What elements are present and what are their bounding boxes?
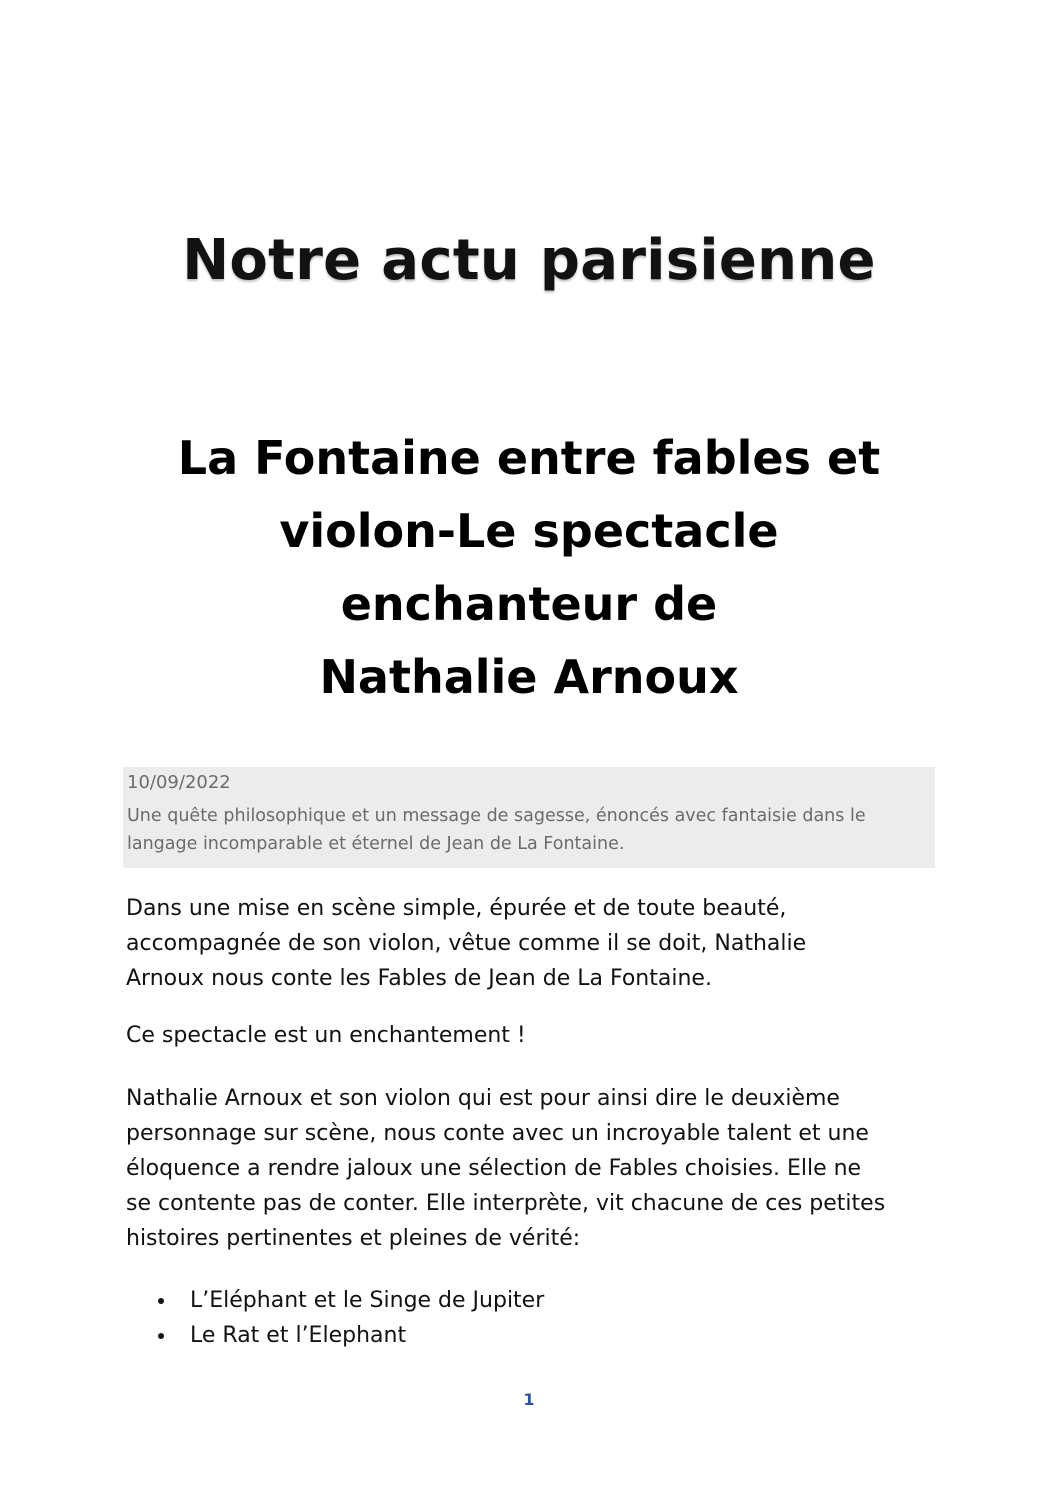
- bullet-icon: [158, 1298, 164, 1304]
- fable-title: L’Eléphant et le Singe de Jupiter: [190, 1288, 545, 1313]
- paragraph-line: Dans une mise en scène simple, épurée et de toute beauté,: [126, 896, 787, 921]
- article-date: 10/09/2022: [127, 772, 231, 793]
- paragraph-line: se contente pas de conter. Elle interprète, vit chacune de ces petites: [126, 1191, 886, 1216]
- summary-box: [123, 767, 935, 868]
- bullet-icon: [158, 1333, 164, 1339]
- paragraph-line: éloquence a rendre jaloux une sélection de Fables choisies. Elle ne: [126, 1156, 862, 1181]
- fables-list: [126, 1283, 946, 1353]
- paragraph-line: Nathalie Arnoux et son violon qui est pour ainsi dire le deuxième: [126, 1086, 840, 1111]
- page-number: 1: [523, 1390, 535, 1409]
- paragraph-line: accompagnée de son violon, vêtue comme il se doit, Nathalie: [126, 931, 807, 956]
- article-title: [80, 422, 978, 714]
- section-title: Notre actu parisienne: [182, 228, 876, 293]
- article-title-line: Nathalie Arnoux: [319, 650, 739, 704]
- list-item: [126, 1283, 946, 1318]
- paragraph-performance: [126, 1081, 946, 1256]
- list-item: [126, 1318, 946, 1353]
- paragraph-line: histoires pertinentes et pleines de vérité:: [126, 1226, 581, 1251]
- article-summary: Une quête philosophique et un message de sagesse, énoncés avec fantaisie dans le langage incomparable et éternel de Jean de La Fontaine.: [127, 806, 866, 854]
- fable-title: Le Rat et l’Elephant: [190, 1323, 407, 1348]
- paragraph-enchantement: Ce spectacle est un enchantement !: [126, 1023, 526, 1048]
- article-title-line: violon-Le spectacle: [279, 504, 779, 558]
- paragraph-intro: [126, 891, 946, 996]
- article-title-line: La Fontaine entre fables et: [177, 431, 881, 485]
- paragraph-line: personnage sur scène, nous conte avec un incroyable talent et une: [126, 1121, 869, 1146]
- article-title-line: enchanteur de: [340, 577, 718, 631]
- paragraph-line: Arnoux nous conte les Fables de Jean de La Fontaine.: [126, 966, 712, 991]
